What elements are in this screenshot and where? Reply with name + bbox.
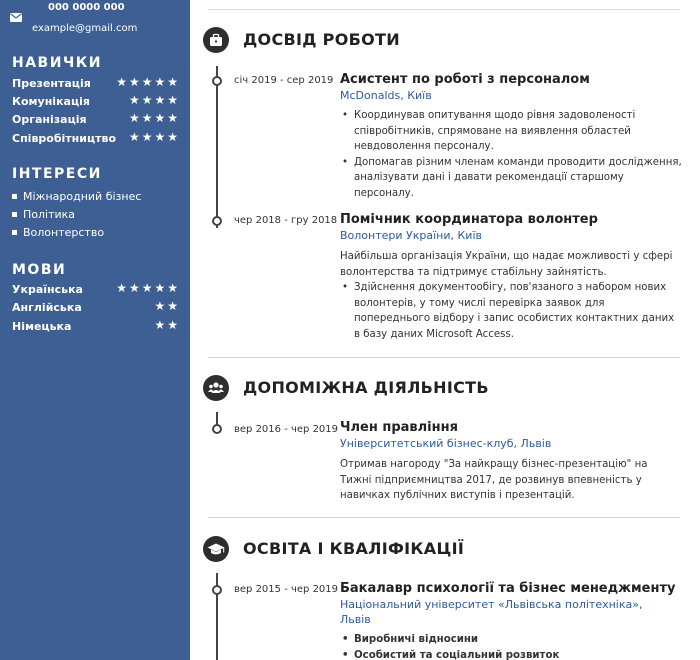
languages-heading: МОВИ — [12, 262, 67, 278]
group-icon — [203, 375, 229, 401]
activity-date: вер 2016 - чер 2019 — [234, 424, 339, 435]
mail-icon — [10, 13, 22, 22]
skill-label: Комунікація — [12, 95, 90, 108]
activity-title: Член правління — [340, 420, 458, 435]
skill-stars: ★★★★ — [128, 93, 180, 107]
timeline-line — [216, 66, 218, 228]
bullet-square — [12, 230, 17, 235]
job-bullet: • Здійснення документообігу, пов'язаного з набором нових волонтерів, у тому числі перевірка заявок для попереднього відбору і запис особистих контактних даних в базу даних Microsoft Access. — [340, 280, 682, 342]
activity-description: Отримав нагороду "За найкращу бізнес-презентацію" на Тижні підприємництва 2017, де розвинув впевненість у навичках публічних виступів і презентацій. — [340, 459, 648, 501]
education-title: Бакалавр психології та бізнес менеджменту — [340, 581, 676, 596]
language-stars: ★★ — [154, 318, 180, 332]
job-date: січ 2019 - сер 2019 — [234, 75, 334, 86]
job-org: Волонтери України, Київ — [340, 229, 482, 242]
language-label: Англійська — [12, 301, 82, 314]
language-label: Українська — [12, 283, 83, 296]
education-bullet: • Особистий та соціальний розвиток — [340, 648, 682, 660]
interest-item — [12, 226, 104, 239]
timeline-dot — [212, 585, 222, 595]
top-divider — [208, 9, 680, 10]
job-bullet: • Допомагав різним членам команди проводити дослідження, аналізувати дані і давати рекомендації старшому персоналу. — [340, 155, 682, 202]
interest-item — [12, 208, 75, 221]
briefcase-icon — [203, 27, 229, 53]
skill-label: Презентація — [12, 77, 91, 90]
skills-heading: НАВИЧКИ — [12, 55, 102, 71]
job-bullets — [340, 108, 682, 201]
language-stars: ★★ — [154, 299, 180, 313]
education-section-title: ОСВІТА І КВАЛІФІКАЦІЇ — [243, 539, 465, 558]
job-org: McDonalds, Київ — [340, 89, 432, 102]
skill-row — [12, 132, 180, 148]
job-description: Найбільша організація України, що надає можливості у сфері волонтерства та підтримує стабільну зайнятість. — [340, 251, 673, 278]
activity-section-title: ДОПОМІЖНА ДІЯЛЬНІСТЬ — [243, 378, 489, 397]
graduation-cap-icon — [203, 536, 229, 562]
language-row — [12, 283, 180, 299]
language-stars: ★★★★★ — [116, 281, 180, 295]
job-title: Асистент по роботі з персоналом — [340, 72, 590, 87]
skill-label: Співробітництво — [12, 132, 117, 145]
interest-label: Міжнародний бізнес — [23, 190, 142, 203]
contact-email[interactable] — [10, 2, 185, 34]
interests-heading: ІНТЕРЕСИ — [12, 166, 102, 182]
language-label: Німецька — [12, 320, 72, 333]
language-row — [12, 301, 180, 317]
education-date: вер 2015 - чер 2019 — [234, 584, 339, 595]
skill-row — [12, 113, 180, 129]
section-divider — [208, 517, 680, 518]
job-title: Помічник координатора волонтер — [340, 212, 598, 227]
sidebar — [0, 0, 190, 660]
interest-label: Політика — [23, 208, 76, 221]
skill-stars: ★★★★ — [128, 130, 180, 144]
section-divider — [208, 357, 680, 358]
email-text: example@gmail.com — [32, 23, 138, 34]
timeline-dot — [212, 424, 222, 434]
job-bullet: • Координував опитування щодо рівня задоволеності співробітників, спрямоване на виявлення областей невдоволення персоналу. — [340, 108, 682, 155]
education-bullets — [340, 632, 682, 660]
skill-label: Організація — [12, 113, 87, 126]
education-bullet: • Виробничі відносини — [340, 632, 682, 648]
job-bullets — [340, 280, 682, 342]
activity-org: Університетський бізнес-клуб, Львів — [340, 437, 552, 450]
bullet-square — [12, 212, 17, 217]
skill-row — [12, 77, 180, 93]
interest-item — [12, 190, 141, 203]
education-org: Національний університет «Львівська політехніка», Львів — [340, 598, 643, 626]
skill-row — [12, 95, 180, 111]
bullet-square — [12, 194, 17, 199]
skill-stars: ★★★★ — [128, 111, 180, 125]
timeline-dot — [212, 216, 222, 226]
language-row — [12, 320, 180, 336]
phone-text: 000 0000 000 — [48, 2, 125, 13]
skill-stars: ★★★★★ — [116, 75, 180, 89]
interest-label: Волонтерство — [23, 226, 105, 239]
job-date: чер 2018 - гру 2018 — [234, 215, 338, 226]
timeline-dot — [212, 76, 222, 86]
work-section-title: ДОСВІД РОБОТИ — [243, 30, 400, 49]
